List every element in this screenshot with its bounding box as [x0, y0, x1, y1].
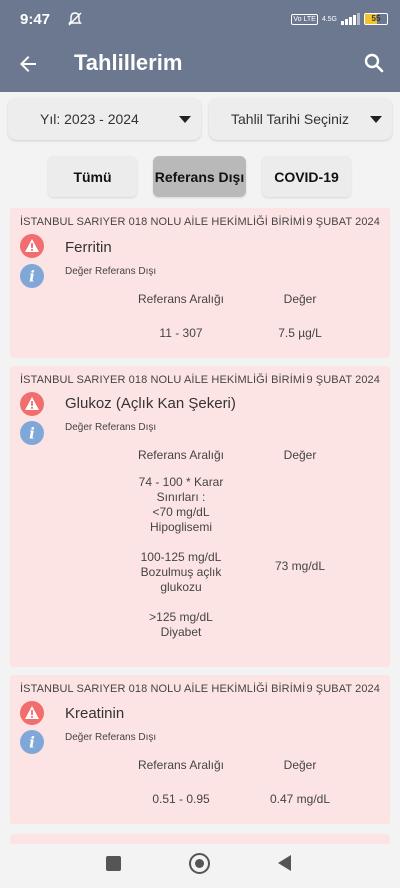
system-back-icon[interactable]: [278, 855, 291, 871]
result-value: 0.47 mg/dL: [269, 792, 331, 806]
result-value: 73 mg/dL: [274, 559, 326, 573]
recent-apps-icon[interactable]: [106, 856, 121, 871]
back-arrow-icon[interactable]: [16, 52, 40, 76]
tab-out-of-reference[interactable]: Referans Dışı: [153, 156, 246, 197]
filter-row: [8, 98, 392, 142]
network-type: 4.5G: [321, 15, 337, 23]
muted-notification-icon: [67, 11, 83, 27]
svg-text:i: i: [29, 733, 35, 752]
test-name: Kreatinin: [65, 705, 125, 722]
volte-indicator: Vo LTE: [293, 15, 316, 23]
result-card-partial[interactable]: [10, 834, 390, 844]
warning-icon: [20, 392, 44, 416]
test-name: Ferritin: [65, 239, 112, 256]
range-line: Sınırları :: [156, 490, 206, 504]
card-header: [20, 216, 380, 228]
reference-range: 11 - 307: [159, 326, 203, 340]
info-icon[interactable]: [20, 421, 44, 445]
range-line: Bozulmuş açlık: [140, 565, 222, 579]
chevron-down-icon: [179, 116, 191, 123]
result-value: 7.5 µg/L: [278, 326, 322, 340]
range-line: 100-125 mg/dL: [140, 550, 222, 564]
value-header: Değer: [283, 758, 317, 772]
warning-icon: [20, 701, 44, 725]
reference-range: [118, 475, 244, 640]
range-header: Referans Aralığı: [137, 448, 225, 462]
result-date: 9 ŞUBAT 2024: [306, 216, 380, 228]
tab-all[interactable]: Tümü: [48, 156, 137, 197]
range-line: >125 mg/dL: [149, 610, 213, 624]
card-header: [20, 683, 380, 695]
range-header: Referans Aralığı: [137, 758, 225, 772]
range-line: Diyabet: [160, 625, 202, 639]
test-name: Glukoz (Açlık Kan Şekeri): [65, 395, 236, 412]
status-text: Değer Referans Dışı: [65, 266, 157, 277]
info-icon[interactable]: [20, 730, 44, 754]
date-dropdown-label: Tahlil Tarihi Seçiniz: [231, 111, 350, 127]
institution-name: İSTANBUL SARIYER 018 NOLU AİLE HEKİMLİĞİ BİRİMİ: [20, 683, 306, 695]
institution-name: İSTANBUL SARIYER 018 NOLU AİLE HEKİMLİĞİ BİRİMİ: [20, 374, 306, 386]
range-line: 74 - 100 * Karar: [138, 475, 224, 489]
filter-tabs: [48, 156, 351, 198]
range-line: Hipoglisemi: [149, 520, 213, 534]
system-nav-bar: [0, 844, 400, 888]
card-header: [20, 374, 380, 386]
page-title: Tahlillerim: [74, 50, 183, 75]
institution-name: İSTANBUL SARIYER 018 NOLU AİLE HEKİMLİĞİ BİRİMİ: [20, 216, 306, 228]
battery-level: 55: [371, 14, 381, 23]
tab-covid[interactable]: COVID-19: [262, 156, 351, 197]
range-line: glukozu: [160, 580, 202, 594]
result-date: 9 ŞUBAT 2024: [306, 683, 380, 695]
range-line: <70 mg/dL: [152, 505, 210, 519]
year-dropdown[interactable]: [8, 98, 201, 140]
result-card[interactable]: [10, 208, 390, 358]
chevron-down-icon: [370, 116, 382, 123]
svg-text:i: i: [29, 267, 35, 286]
date-dropdown[interactable]: [209, 98, 392, 140]
battery-icon: [364, 13, 388, 25]
status-text: Değer Referans Dışı: [65, 732, 157, 743]
status-text: Değer Referans Dışı: [65, 422, 157, 433]
status-icons: [291, 12, 388, 26]
home-icon[interactable]: [189, 853, 210, 874]
reference-range: 0.51 - 0.95: [152, 792, 210, 806]
year-dropdown-label: Yıl: 2023 - 2024: [40, 111, 139, 127]
signal-icon: [341, 13, 360, 25]
info-icon[interactable]: [20, 264, 44, 288]
value-header: Değer: [283, 292, 317, 306]
result-card[interactable]: [10, 366, 390, 667]
range-header: Referans Aralığı: [137, 292, 225, 306]
app-bar: [0, 36, 400, 92]
result-card[interactable]: [10, 675, 390, 824]
result-date: 9 ŞUBAT 2024: [306, 374, 380, 386]
warning-icon: [20, 234, 44, 258]
value-header: Değer: [283, 448, 317, 462]
search-icon[interactable]: [362, 51, 386, 75]
status-bar: [0, 0, 400, 36]
status-time: 9:47: [20, 11, 51, 28]
svg-text:i: i: [29, 424, 35, 443]
